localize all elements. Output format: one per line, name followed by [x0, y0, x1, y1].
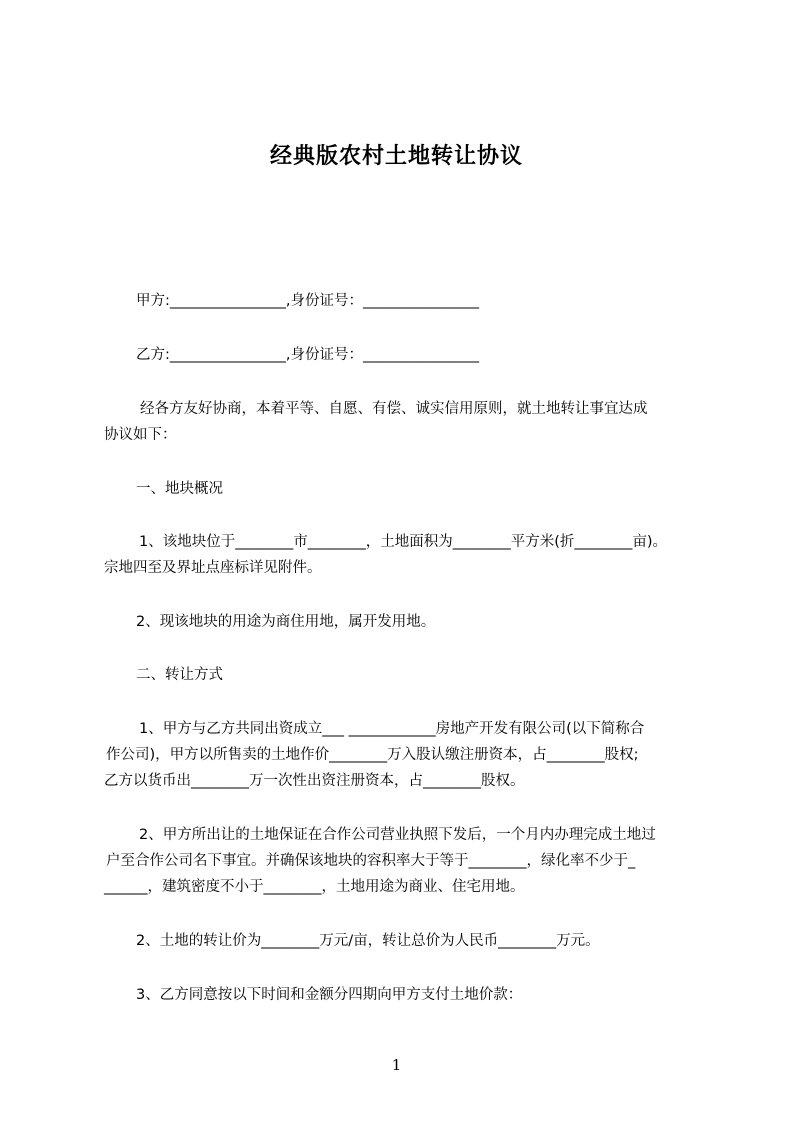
clause-2-1-line-2: 作公司)，甲方以所售卖的土地作价________万入股认缴注册资本，占________股权; [106, 747, 639, 763]
clause-2-3: 2、土地的转让价为________万元/亩，转让总价为人民币________万元。 [136, 933, 600, 949]
clause-2-2-line-3: ______，建筑密度不小于________，土地用途为商业、住宅用地。 [104, 879, 525, 895]
section-2-heading: 二、转让方式 [136, 667, 223, 683]
document-title: 经典版农村土地转让协议 [269, 144, 523, 169]
clause-2-1-line-3: 乙方以货币出________万一次性出资注册资本，占________股权。 [104, 773, 525, 789]
clause-1-1-line-1: 1、该地块位于________市________，土地面积为________平方米(折________亩)。 [139, 534, 668, 550]
clause-2-2-line-2: 户至合作公司名下事宜。并确保该地块的容积率大于等于________，绿化率不少于_ [106, 853, 636, 869]
clause-1-2: 2、现该地块的用途为商住用地，属开发用地。 [136, 614, 436, 630]
party-b-line: 乙方:________________,身份证号：________________ [136, 347, 479, 363]
preamble-line-2: 协议如下： [104, 427, 177, 443]
party-a-line: 甲方:________________,身份证号：________________ [136, 293, 479, 309]
clause-2-4: 3、乙方同意按以下时间和金额分四期向甲方支付土地价款： [136, 987, 523, 1003]
section-1-heading: 一、地块概况 [136, 481, 223, 497]
clause-2-1-line-1: 1、甲方与乙方共同出资成立___ ____________房地产开发有限公司(以下简称合 [139, 721, 645, 737]
page-number: 1 [391, 1056, 402, 1074]
preamble-line-1: 经各方友好协商，本着平等、自愿、有偿、诚实信用原则，就土地转让事宜达成 [140, 401, 648, 417]
clause-2-2-line-1: 2、甲方所出让的土地保证在合作公司营业执照下发后，一个月内办理完成土地过 [139, 827, 656, 843]
clause-1-1-line-2: 宗地四至及界址点座标详见附件。 [104, 560, 322, 576]
